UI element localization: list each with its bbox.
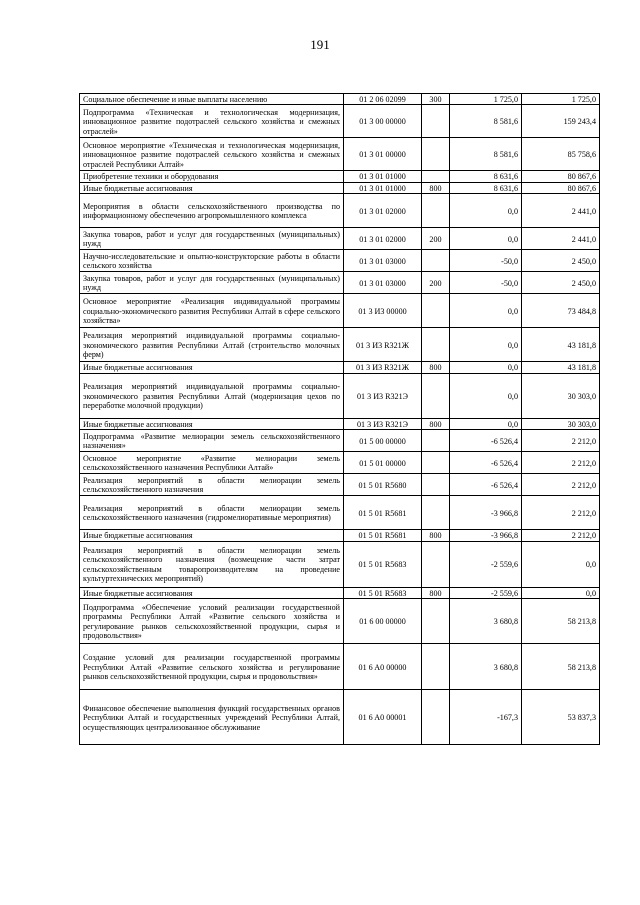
total-amount-cell: 30 303,0: [522, 418, 600, 429]
total-amount-cell: 2 212,0: [522, 452, 600, 474]
row-name-cell: Иные бюджетные ассигнования: [80, 182, 344, 193]
table-row: [80, 474, 600, 496]
table-row: [80, 430, 600, 452]
table-row: [80, 138, 600, 171]
change-amount-cell: 0,0: [450, 294, 522, 328]
change-amount-cell: 8 581,6: [450, 138, 522, 171]
target-code-cell: 01 3 01 03000: [344, 272, 422, 294]
total-amount-cell: 2 212,0: [522, 530, 600, 541]
table-row: [80, 171, 600, 182]
target-code-cell: 01 5 01 R5683: [344, 541, 422, 587]
expense-type-cell: 200: [422, 272, 450, 294]
target-code-cell: 01 6 00 00000: [344, 599, 422, 644]
target-code-cell: 01 5 00 00000: [344, 430, 422, 452]
change-amount-cell: 0,0: [450, 362, 522, 373]
table-row: [80, 182, 600, 193]
table-row: [80, 418, 600, 429]
total-amount-cell: 43 181,8: [522, 328, 600, 362]
change-amount-cell: 0,0: [450, 418, 522, 429]
table-row: [80, 250, 600, 272]
total-amount-cell: 0,0: [522, 541, 600, 587]
table-row: [80, 373, 600, 418]
target-code-cell: 01 3 01 02000: [344, 194, 422, 228]
total-amount-cell: 0,0: [522, 587, 600, 598]
target-code-cell: 01 3 01 03000: [344, 250, 422, 272]
change-amount-cell: 8 581,6: [450, 105, 522, 138]
expense-type-cell: 800: [422, 182, 450, 193]
expense-type-cell: [422, 430, 450, 452]
row-name-cell: Подпрограмма «Техническая и технологическая модернизация, инновационное развитие подотраслей сельского хозяйства и смежных отраслей»: [80, 105, 344, 138]
target-code-cell: 01 5 01 R5680: [344, 474, 422, 496]
change-amount-cell: 8 631,6: [450, 182, 522, 193]
expense-type-cell: [422, 328, 450, 362]
expense-type-cell: 200: [422, 228, 450, 250]
row-name-cell: Основное мероприятие «Развитие мелиорации земель сельскохозяйственного назначения Республики Алтай»: [80, 452, 344, 474]
table-row: [80, 94, 600, 105]
row-name-cell: Иные бюджетные ассигнования: [80, 530, 344, 541]
expense-type-cell: [422, 294, 450, 328]
target-code-cell: 01 5 01 R5681: [344, 496, 422, 530]
table-row: [80, 452, 600, 474]
total-amount-cell: 58 213,8: [522, 599, 600, 644]
row-name-cell: Основное мероприятие «Техническая и технологическая модернизация, инновационное развитие подотраслей сельского хозяйства и смежных отраслей Республики Алтай»: [80, 138, 344, 171]
total-amount-cell: 43 181,8: [522, 362, 600, 373]
change-amount-cell: 0,0: [450, 194, 522, 228]
total-amount-cell: 53 837,3: [522, 690, 600, 745]
expense-type-cell: [422, 373, 450, 418]
total-amount-cell: 2 212,0: [522, 430, 600, 452]
table-row: [80, 541, 600, 587]
change-amount-cell: -6 526,4: [450, 474, 522, 496]
expense-type-cell: [422, 105, 450, 138]
total-amount-cell: 2 212,0: [522, 496, 600, 530]
expense-type-cell: [422, 138, 450, 171]
expense-type-cell: [422, 474, 450, 496]
table-row: [80, 362, 600, 373]
change-amount-cell: 0,0: [450, 373, 522, 418]
target-code-cell: 01 3 И3 R321Ж: [344, 362, 422, 373]
target-code-cell: 01 5 01 R5683: [344, 587, 422, 598]
change-amount-cell: 3 680,8: [450, 599, 522, 644]
row-name-cell: Подпрограмма «Обеспечение условий реализации государственной программы Республики Алтай «Развитие сельского хозяйства и регулирование рынков сельскохозяйственной продукции, сырья и продовольствия»: [80, 599, 344, 644]
change-amount-cell: -6 526,4: [450, 452, 522, 474]
expense-type-cell: [422, 541, 450, 587]
total-amount-cell: 2 212,0: [522, 474, 600, 496]
expense-type-cell: [422, 452, 450, 474]
table-row: [80, 599, 600, 644]
table-row: [80, 690, 600, 745]
target-code-cell: 01 6 A0 00001: [344, 690, 422, 745]
table-row: [80, 228, 600, 250]
row-name-cell: Реализация мероприятий в области мелиорации земель сельскохозяйственного назначения (возмещение части затрат сельскохозяйственным товаропроизводителям на проведение культуртехнических мероприятий): [80, 541, 344, 587]
change-amount-cell: -3 966,8: [450, 496, 522, 530]
change-amount-cell: -50,0: [450, 250, 522, 272]
row-name-cell: Мероприятия в области сельскохозяйственного производства по информационному обеспечению агропромышленного комплекса: [80, 194, 344, 228]
budget-table-body: [80, 94, 600, 745]
total-amount-cell: 1 725,0: [522, 94, 600, 105]
expense-type-cell: [422, 250, 450, 272]
target-code-cell: 01 3 00 00000: [344, 105, 422, 138]
row-name-cell: Реализация мероприятий в области мелиорации земель сельскохозяйственного назначения: [80, 474, 344, 496]
change-amount-cell: -3 966,8: [450, 530, 522, 541]
table-row: [80, 272, 600, 294]
row-name-cell: Реализация мероприятий в области мелиорации земель сельскохозяйственного назначения (гидромелиоративные мероприятия): [80, 496, 344, 530]
target-code-cell: 01 3 01 01000: [344, 171, 422, 182]
row-name-cell: Закупка товаров, работ и услуг для государственных (муниципальных) нужд: [80, 228, 344, 250]
row-name-cell: Закупка товаров, работ и услуг для государственных (муниципальных) нужд: [80, 272, 344, 294]
expense-type-cell: [422, 690, 450, 745]
total-amount-cell: 80 867,6: [522, 171, 600, 182]
change-amount-cell: -167,3: [450, 690, 522, 745]
change-amount-cell: 3 680,8: [450, 644, 522, 690]
expense-type-cell: [422, 171, 450, 182]
change-amount-cell: 8 631,6: [450, 171, 522, 182]
row-name-cell: Иные бюджетные ассигнования: [80, 587, 344, 598]
row-name-cell: Финансовое обеспечение выполнения функций государственных органов Республики Алтай и государственных учреждений Республики Алтай, осуществляющих централизованное обслуживание: [80, 690, 344, 745]
row-name-cell: Социальное обеспечение и иные выплаты населению: [80, 94, 344, 105]
table-row: [80, 194, 600, 228]
total-amount-cell: 2 450,0: [522, 250, 600, 272]
total-amount-cell: 58 213,8: [522, 644, 600, 690]
row-name-cell: Иные бюджетные ассигнования: [80, 418, 344, 429]
expense-type-cell: 800: [422, 418, 450, 429]
change-amount-cell: -2 559,6: [450, 587, 522, 598]
table-row: [80, 644, 600, 690]
total-amount-cell: 73 484,8: [522, 294, 600, 328]
target-code-cell: 01 2 06 02099: [344, 94, 422, 105]
total-amount-cell: 2 441,0: [522, 194, 600, 228]
row-name-cell: Научно-исследовательские и опытно-конструкторские работы в области сельского хозяйства: [80, 250, 344, 272]
expense-type-cell: 300: [422, 94, 450, 105]
row-name-cell: Реализация мероприятий индивидуальной программы социально-экономического развития Республики Алтай (строительство молочных ферм): [80, 328, 344, 362]
table-row: [80, 294, 600, 328]
target-code-cell: 01 5 01 00000: [344, 452, 422, 474]
change-amount-cell: -6 526,4: [450, 430, 522, 452]
table-row: [80, 105, 600, 138]
target-code-cell: 01 3 01 01000: [344, 182, 422, 193]
target-code-cell: 01 3 И3 R321Э: [344, 418, 422, 429]
change-amount-cell: 0,0: [450, 328, 522, 362]
row-name-cell: Иные бюджетные ассигнования: [80, 362, 344, 373]
total-amount-cell: 159 243,4: [522, 105, 600, 138]
table-row: [80, 530, 600, 541]
expense-type-cell: [422, 496, 450, 530]
total-amount-cell: 2 441,0: [522, 228, 600, 250]
target-code-cell: 01 3 01 00000: [344, 138, 422, 171]
target-code-cell: 01 3 И3 R321Ж: [344, 328, 422, 362]
table-row: [80, 496, 600, 530]
change-amount-cell: 0,0: [450, 228, 522, 250]
expense-type-cell: [422, 599, 450, 644]
expense-type-cell: 800: [422, 530, 450, 541]
expense-type-cell: [422, 644, 450, 690]
total-amount-cell: 85 758,6: [522, 138, 600, 171]
target-code-cell: 01 6 A0 00000: [344, 644, 422, 690]
change-amount-cell: -50,0: [450, 272, 522, 294]
budget-table: [79, 93, 600, 745]
table-row: [80, 587, 600, 598]
row-name-cell: Подпрограмма «Развитие мелиорации земель сельскохозяйственного назначения»: [80, 430, 344, 452]
target-code-cell: 01 3 01 02000: [344, 228, 422, 250]
table-row: [80, 328, 600, 362]
target-code-cell: 01 3 И3 R321Э: [344, 373, 422, 418]
row-name-cell: Реализация мероприятий индивидуальной программы социально-экономического развития Республики Алтай (модернизация цехов по переработке молочной продукции): [80, 373, 344, 418]
row-name-cell: Приобретение техники и оборудования: [80, 171, 344, 182]
target-code-cell: 01 3 И3 00000: [344, 294, 422, 328]
change-amount-cell: -2 559,6: [450, 541, 522, 587]
total-amount-cell: 2 450,0: [522, 272, 600, 294]
change-amount-cell: 1 725,0: [450, 94, 522, 105]
expense-type-cell: 800: [422, 587, 450, 598]
row-name-cell: Создание условий для реализации государственной программы Республики Алтай «Развитие сельского хозяйства и регулирование рынков сельскохозяйственной продукции, сырья и продовольствия»: [80, 644, 344, 690]
expense-type-cell: 800: [422, 362, 450, 373]
total-amount-cell: 80 867,6: [522, 182, 600, 193]
expense-type-cell: [422, 194, 450, 228]
row-name-cell: Основное мероприятие «Реализация индивидуальной программы социально-экономического развития Республики Алтай в сфере сельского хозяйства»: [80, 294, 344, 328]
total-amount-cell: 30 303,0: [522, 373, 600, 418]
page-number: 191: [310, 37, 330, 52]
target-code-cell: 01 5 01 R5681: [344, 530, 422, 541]
